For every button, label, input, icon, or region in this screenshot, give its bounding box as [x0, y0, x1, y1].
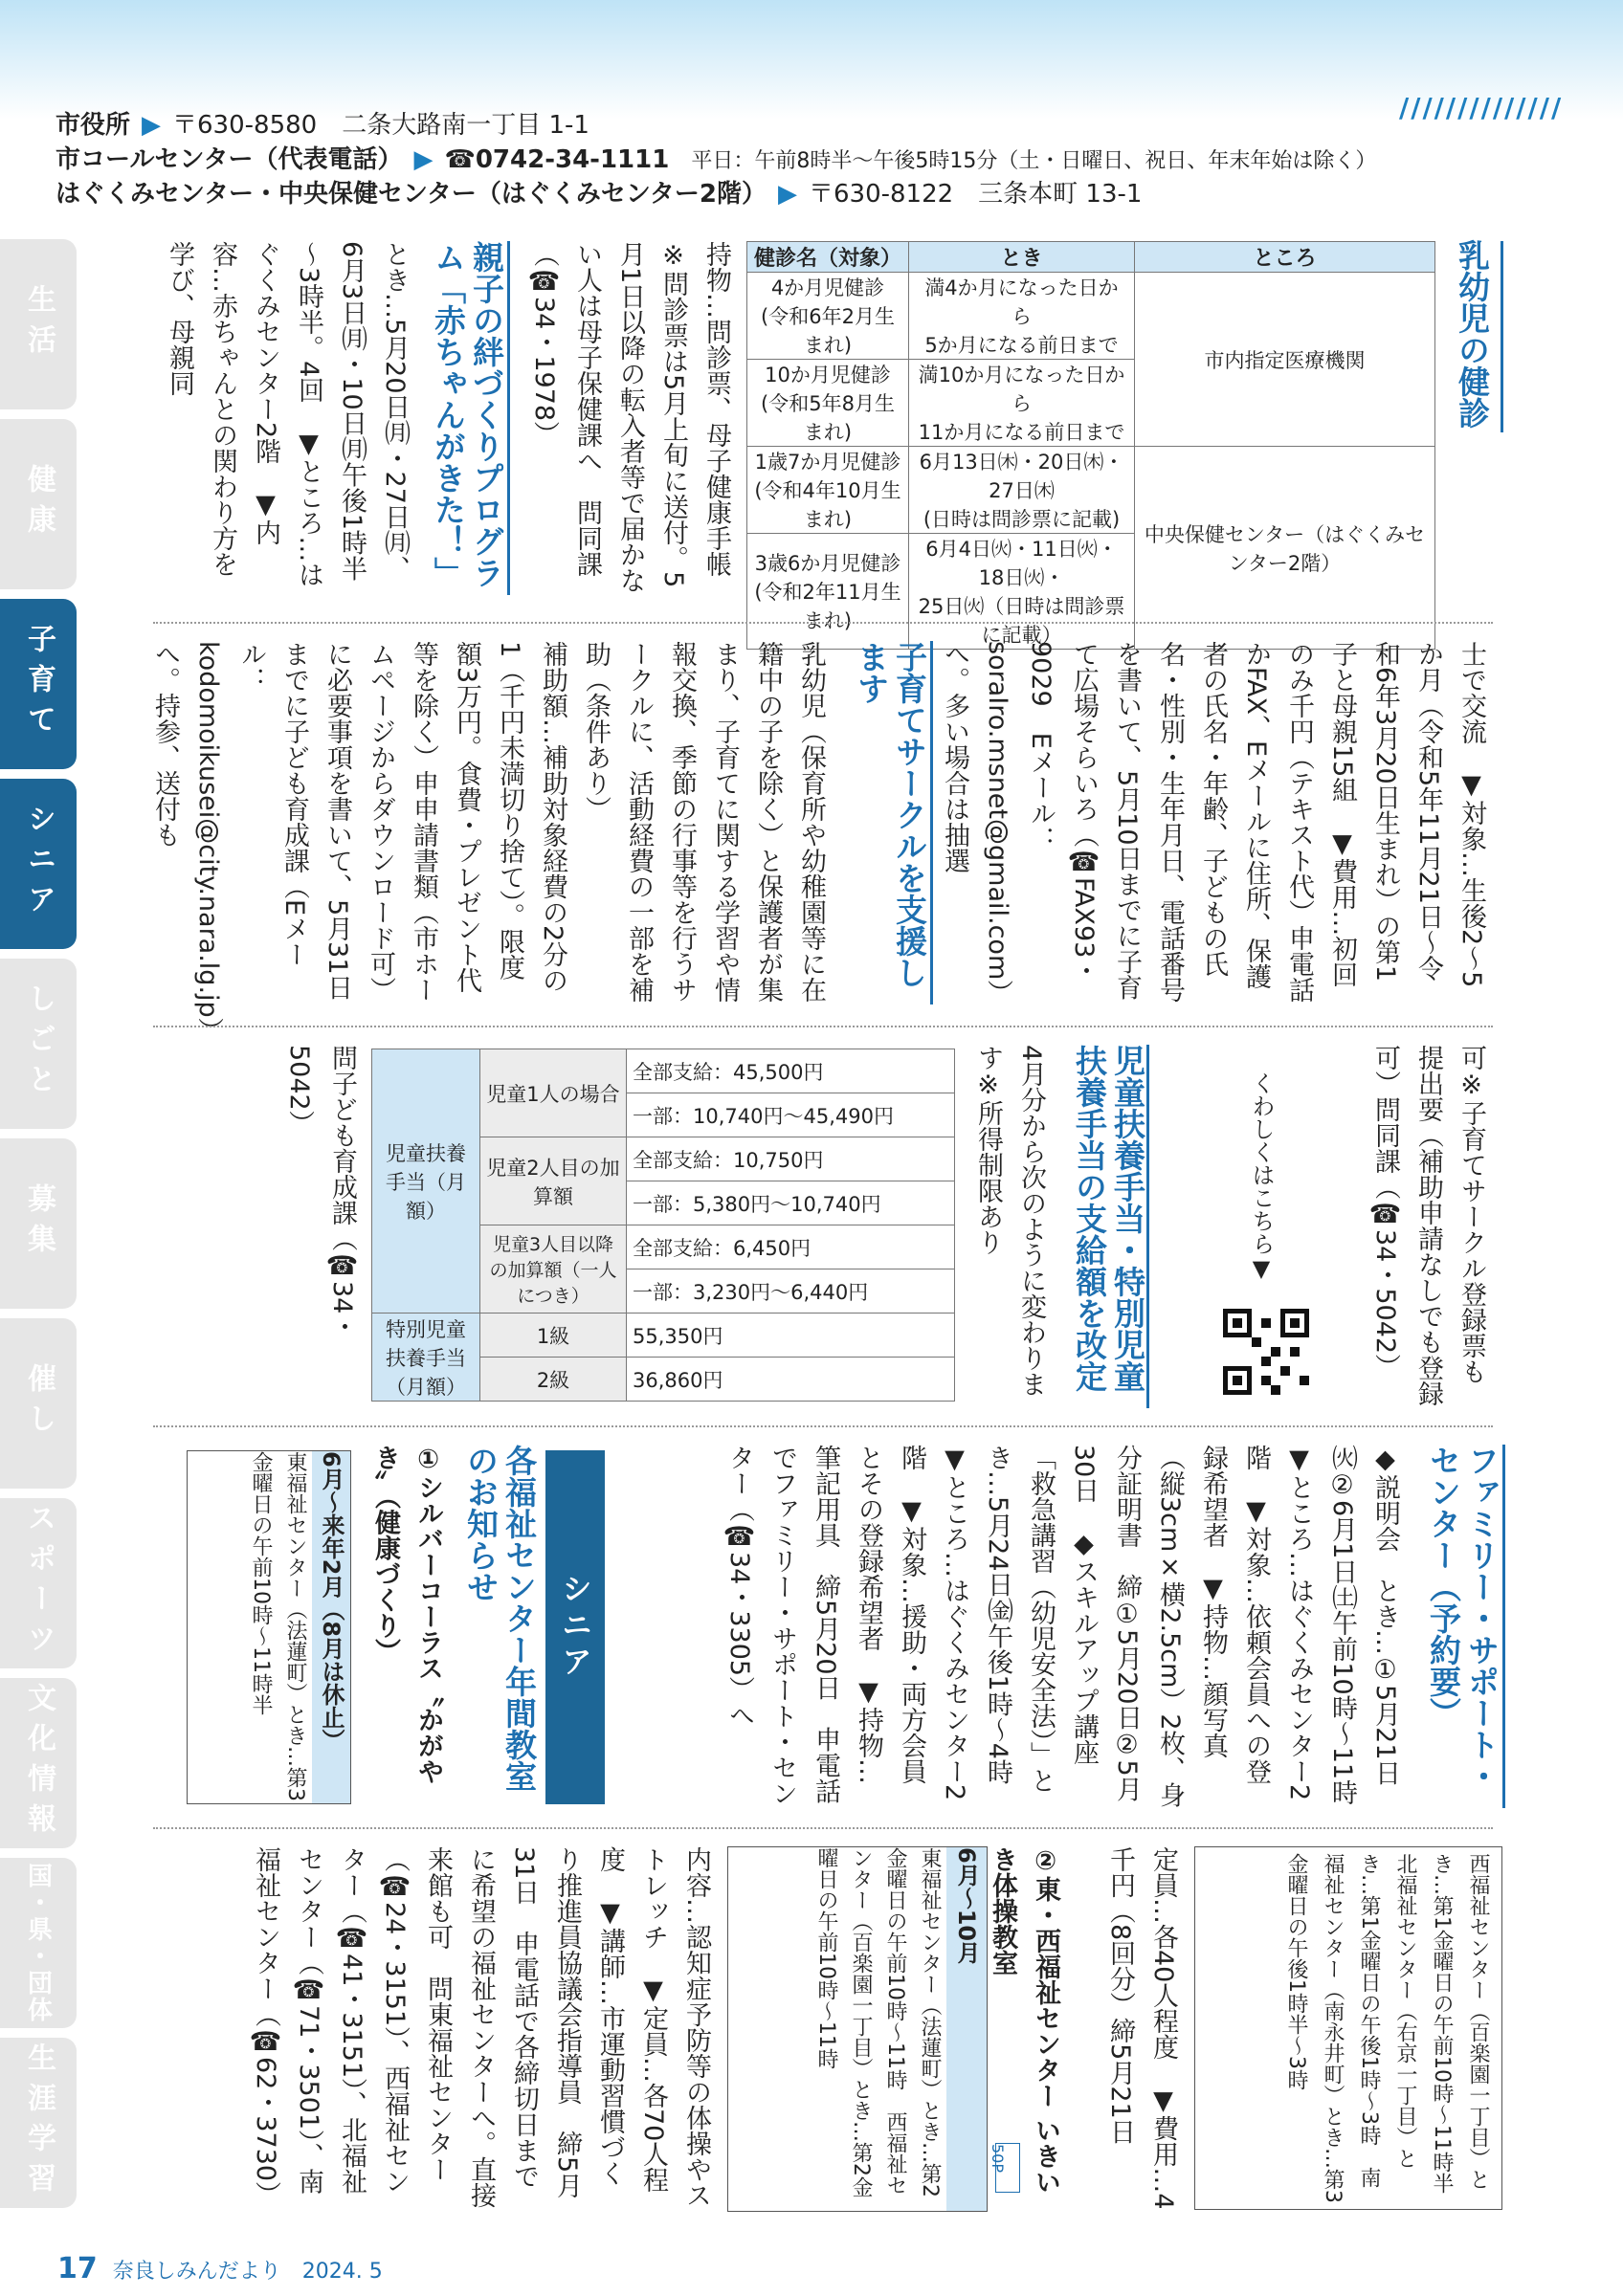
tab-kuni-ken[interactable]: 国・県・団体: [0, 1858, 77, 2028]
tab-seikatsu[interactable]: 生活: [0, 239, 77, 409]
row-header: 特別児童扶養手当（月額）: [372, 1314, 480, 1402]
checkup-notes: 持物…問診票、母子健康手帳※問診票は5月上旬に送付。5月1日以降の転入者等で届かない人は母子保健課へ 問同課（☎34・1978）: [529, 241, 731, 594]
divider: [153, 1827, 1493, 1829]
infant-checkup-title: 乳幼児の健診: [1454, 239, 1491, 429]
tab-boshu[interactable]: 募集: [0, 1138, 77, 1309]
header-line3: はぐくみセンター・中央保健センター（はぐくみセンター2階） ▶ 〒630-8122 三条本町 13-1: [56, 180, 1143, 209]
col-header: ところ: [1135, 242, 1435, 273]
senior-box2: 西福祉センター（百楽園一丁目）とき…第1金曜日の午前10時～11時半 北福祉センター（右京一丁目）とき…第1金曜日の午後1時～3時 南福祉センター（南永井町）とき…第3金曜日の午後1時半～3時: [1194, 1846, 1502, 2210]
place-cell: 中央保健センター（はぐくみセンター2階）: [1135, 447, 1435, 650]
qr-label: くわしくはこちら▼: [1248, 1071, 1275, 1282]
tab-shigoto[interactable]: しごと: [0, 959, 77, 1129]
col-header: とき: [909, 242, 1135, 273]
senior-tag: シニア: [545, 1450, 605, 1804]
qr-code[interactable]: [1223, 1309, 1309, 1395]
table-row: 10か月児健診 (令和5年8月生まれ) 満10か月になった日から 11か月になる前日まで: [747, 360, 1435, 447]
header-line1: 市役所 ▶ 〒630-8580 二条大路南一丁目 1-1: [56, 111, 589, 140]
senior-item1: ①シルバーコーラス〝かがやき〟（健康づくり）: [370, 1445, 443, 1784]
footer: [57, 2252, 383, 2285]
tab-kosodate[interactable]: 子育て: [0, 599, 77, 769]
arrow-icon: ▶: [142, 111, 162, 140]
page-number: 17: [57, 2252, 98, 2285]
publication-name: 奈良しみんだより 2024. 5: [112, 2260, 383, 2284]
divider: [153, 1425, 1493, 1427]
family-support-title: ファミリー・サポート・センター（予約要）: [1425, 1445, 1501, 1792]
tab-moyoshi[interactable]: 催し: [0, 1318, 77, 1489]
tab-kenko[interactable]: 健康: [0, 419, 77, 589]
senior-box3: 6月～10月 東福祉センター（法蓮町）とき…第2金曜日の午前10時～11時 西福祉センター（百楽園一丁目）とき…第2金曜日の午前10時～11時: [727, 1846, 988, 2212]
arrow-icon: ▶: [777, 180, 797, 209]
senior-item2-title: ②東・西福祉センター いきいき体操教室: [988, 1846, 1060, 2196]
allowance-contact: 問子ども育成課（☎34・5042）: [284, 1045, 357, 1340]
header-band: [0, 0, 1623, 120]
row-header: 児童扶養手当（月額）: [372, 1049, 480, 1314]
decor-slashes: //////////////: [1399, 92, 1564, 123]
col-header: 健診名（対象）: [747, 242, 909, 273]
circle-text: 乳幼児（保育所や幼稚園等に在籍中の子を除く）と保護者が集まり、子育てに関する学習や情報交換、季節の行事等を行うサークルに、活動経費の一部を補助（条件あり） 補助額…補助対象経費の2分の1（千円未満切り捨て）。限度額3万円。食費・プレゼント代等を除く）申申請書類（市ホームページからダウンロード可）に必要事項を書いて、5月31日までに子ども育成課（Eメール：kodomoikusei@city.nara.lg.jp）へ。持参、送付も: [150, 641, 826, 1044]
arrow-icon: ▶: [413, 145, 434, 174]
tab-senior[interactable]: シニア: [0, 779, 77, 949]
title-bar: [1501, 241, 1503, 432]
senior-title: 各福祉センター年間教室のお知らせ: [462, 1445, 538, 1792]
tab-shogai[interactable]: 生涯学習: [0, 2038, 77, 2208]
infant-checkup-table: [746, 241, 1435, 650]
senior-box1: 6月～来年2月（8月は休止） 東福祉センター（法蓮町）とき…第3金曜日の午前10時～11時半: [187, 1450, 351, 1804]
tab-bunka[interactable]: 文化情報: [0, 1678, 77, 1848]
bond-program-title: 親子の絆づくりプログラム「赤ちゃんがきた！」: [430, 241, 505, 588]
table-row: 1歳7か月児健診 (令和4年10月生まれ) 6月13日㈭・20日㈭・27日㈭ (日時は問診票に記載) 中央保健センター（はぐくみセンター2階）: [747, 447, 1435, 534]
divider: [153, 1026, 1493, 1027]
title-bar: [930, 641, 933, 1004]
allowance-table: 児童扶養手当（月額） 児童1人の場合 全部支給：45,500円 一部：10,740円～45,490円 児童2人目の加算額 全部支給：10,750円 一部：5,380円～10,740円 児童3人目以降の加算額（一人につき） 全部支給：6,450円 一部：3,230円～6,440円 特別児童扶養手当（月額） 1級 55,350円 2級 36,860円: [371, 1049, 955, 1402]
header-line2: 市コールセンター（代表電話） ▶ ☎0742-34-1111 平日：午前8時半～午後5時15分（土・日曜日、祝日、年末年始は除く）: [56, 145, 1377, 174]
tab-sports[interactable]: スポーツ: [0, 1498, 77, 1668]
bond-program-cont: 士で交流 ▼対象…生後2～5か月（令和5年11月21日～令和6年3月20日生まれ）の第1子と母親15組 ▼費用…初回のみ千円（テキスト代）申電話かFAX、Eメールに住所、保護者の氏名・年齢、子どもの氏名・性別・生年月日、電話番号を書いて、5月10日までに子育て広場そらいろ（☎FAX93・9029 Eメール：soraIro.msnet@gmail.com）へ。多い場合は抽選: [940, 641, 1486, 1003]
title-bar: [507, 241, 510, 595]
divider: [153, 622, 1493, 624]
table-row: 4か月児健診 (令和6年2月生まれ) 満4か月になった日から 5か月になる前日まで 市内指定医療機関: [747, 273, 1435, 360]
circle-text-cont: 可※子育てサークル登録票も提出要（補助申請なしでも登録可）問同課（☎34・5042）: [1370, 1045, 1486, 1406]
family-support-text: ◆説明会 とき…①5月21日㈫②6月1日㈯午前10時～11時 ▼ところ…はぐくみセンター2階 ▼対象…依頼会員への登録希望者 ▼持物…顔写真（縦3cm×横2.5cm）2枚、身分証明書 締①5月20日②5月30日 ◆スキルアップ講座「救急講習（幼児安全法）」とき…5月24日㈮午後1時～4時 ▼ところ…はぐくみセンター2階 ▼対象…援助・両方会員とその登録希望者 ▼持物…筆記用具 締5月20日 申電話でファミリー・サポート・センター（☎34・3305）へ: [724, 1445, 1400, 1832]
senior-text-end: 内容…認知症予防等の体操やストレッチ ▼定員…各70人程度 ▼講師…市運動習慣づくり推進員協議会指導員 締5月31日 申電話で各締切日までに希望の福祉センターへ。直接来館も可 問東福祉センター（☎24・3151）、西福祉センター（☎41・3151）、北福祉センター（☎71・3501）、南福祉センター（☎62・3730）: [251, 1846, 711, 2208]
circle-title: 子育てサークルを支援します: [853, 641, 928, 988]
allowance-title: 児童扶養手当・特別児童扶養手当の支給額を改定: [1071, 1045, 1146, 1392]
title-bar: [1502, 1445, 1505, 1808]
table-row: 3歳6か月児健診 (令和2年11月生まれ) 6月4日㈫・11日㈫・18日㈫・ 25日㈫（日時は問診票に記載）: [747, 534, 1435, 650]
senior-item2-text: 定員…各40人程度 ▼費用…4千円（8回分）締5月21日: [1105, 1846, 1178, 2210]
title-bar: [1146, 1045, 1149, 1408]
place-cell: 市内指定医療機関: [1135, 273, 1435, 447]
badge: 50P: [995, 2143, 1020, 2193]
bond-program-text: とき…5月20日㈪・27日㈪、6月3日㈪・10日㈪午後1時半～3時半。4回 ▼ところ…はぐくみセンター2階 ▼内容…赤ちゃんとの関わり方を学び、母親同: [165, 241, 410, 588]
allowance-intro: 4月分から次のように変わります※所得制限あり: [973, 1045, 1046, 1398]
